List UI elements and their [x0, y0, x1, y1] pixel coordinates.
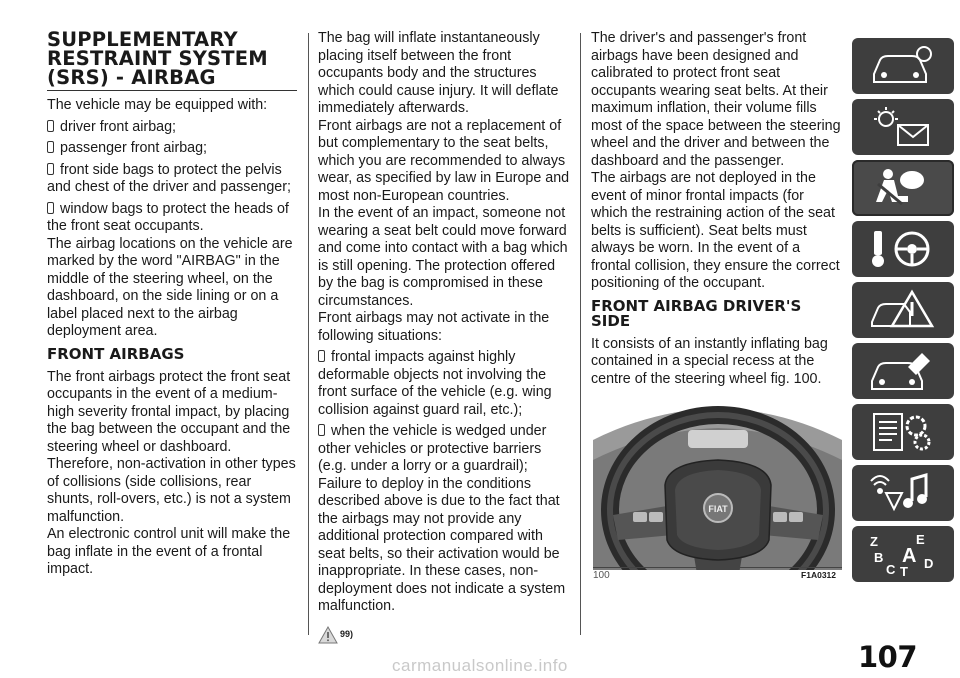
title-line: RESTRAINT SYSTEM [47, 47, 268, 70]
list-item-text: passenger front airbag; [60, 140, 208, 156]
index-letter: E [916, 532, 925, 547]
index-letter: C [886, 562, 896, 576]
emergency-warning-icon [868, 288, 938, 332]
lights-message-icon [868, 105, 938, 149]
bullet-box-icon [47, 141, 54, 153]
column-divider [580, 33, 581, 635]
bullet-box-icon [47, 163, 54, 175]
steering-wheel-figure [593, 400, 842, 570]
bullet-box-icon [318, 350, 325, 362]
paragraph: Therefore, non-activation in other types of collisions (side collisions, rear shunts, roll-overs, etc.) is not a system malfunction. [47, 456, 296, 525]
paragraph: It consists of an instantly inflating bag contained in a special recess at the centre of the steering wheel fig. 100. [591, 335, 828, 387]
key-steering-icon [868, 227, 938, 271]
heading-line: FRONT AIRBAG DRIVER'S [591, 296, 802, 315]
paragraph: The bag will inflate instantaneously placing itself between the front occupants body and the structures which could cause injury. It will deflate immediately afterwards. [318, 30, 559, 116]
tab-maintenance[interactable] [852, 343, 954, 399]
index-letter: T [900, 564, 908, 576]
list-item-text: driver front airbag; [60, 118, 177, 135]
tab-safety[interactable] [852, 160, 954, 216]
paragraph: The driver's and passenger's front airbags have been designed and calibrated to protect front seat occupants wearing seat belts. At their maximum inflation, their volume fills most of the space between the steering wheel and the driver and between the dashboard and the passenger. [591, 30, 841, 169]
tab-index[interactable] [852, 526, 954, 582]
car-dashboard-icon [868, 44, 938, 88]
paragraph: Front airbags are not a replacement of but complementary to the seat belts, which you are recommended to always wear, as specified by law in Europe and most non-European countries. [318, 117, 570, 204]
section-heading: FRONT AIRBAGS [47, 344, 185, 363]
title-line: SUPPLEMENTARY [47, 28, 238, 51]
index-icon [868, 532, 938, 576]
column-1 [47, 30, 297, 579]
paragraph: Front airbags may not activate in the following situations: [318, 310, 550, 344]
paragraph: An electronic control unit will make the bag inflate in the event of a frontal impact. [47, 526, 291, 577]
bullet-box-icon [47, 202, 54, 214]
intro-text: The vehicle may be equipped with: [47, 97, 268, 113]
figure-code: F1A0312 [801, 570, 836, 580]
airbag-safety-icon [868, 166, 938, 210]
tab-starting-driving[interactable] [852, 221, 954, 277]
list-item [47, 162, 297, 197]
column-divider [308, 33, 309, 635]
page-number: 107 [858, 640, 918, 674]
index-letter: B [874, 550, 884, 565]
fiat-logo: FIAT [708, 504, 728, 514]
list-item [47, 119, 297, 137]
figure-caption [593, 567, 842, 581]
warning-reference [318, 622, 572, 644]
column-3 [591, 30, 843, 388]
title-line: (SRS) - AIRBAG [47, 66, 216, 89]
list-item-text: window bags to protect the heads of the front seat occupants. [47, 200, 289, 234]
list-item [47, 201, 297, 236]
multimedia-icon [868, 471, 938, 515]
list-item [318, 349, 572, 419]
warning-triangle-icon [318, 626, 338, 644]
paragraph: The airbag locations on the vehicle are marked by the word "AIRBAG" in the middle of the steering wheel, on the dashboard, on the side lining or on a label placed next to the airbag deployment area. [47, 235, 293, 339]
list-item [47, 140, 297, 158]
list-item-text: front side bags to protect the pelvis and chest of the driver and passenger; [47, 161, 291, 195]
index-letter: A [902, 545, 917, 567]
bullet-box-icon [318, 424, 325, 436]
paragraph: The front airbags protect the front seat occupants in the event of a medium-high severity frontal impact, by placing the bag between the occupant and the steering wheel or dashboard. [47, 368, 291, 455]
watermark-text: carmanualsonline.info [392, 656, 568, 675]
paragraph: In the event of an impact, someone not wearing a seat belt could move forward and come into contact with a bag which is still opening. The protection offered by the bag is compromised in these circumstances. [318, 205, 568, 309]
car-maintenance-icon [868, 349, 938, 393]
tab-emergency[interactable] [852, 282, 954, 338]
section-heading [591, 296, 843, 330]
tab-multimedia[interactable] [852, 465, 954, 521]
tab-dashboard[interactable] [852, 38, 954, 94]
list-item-text: frontal impacts against highly deformable objects not involving the front surface of the vehicle (e.g. wing collision against guard rail, etc.); [318, 349, 552, 418]
paragraph: The airbags are not deployed in the event of minor frontal impacts (for which the restraining action of the seat belts is sufficient). Seat belts must always be worn. In the event of a frontal collision, they ensure the correct positioning of the occupant. [591, 170, 840, 291]
figure-number: 100 [593, 570, 610, 581]
technical-data-icon [868, 410, 938, 454]
heading-line: SIDE [591, 311, 631, 330]
column-2 [318, 30, 572, 644]
list-item [318, 423, 572, 616]
warning-ref-text: 99) [340, 629, 354, 639]
tab-technical-data[interactable] [852, 404, 954, 460]
index-letter: Z [870, 534, 878, 549]
index-letter: D [924, 556, 934, 571]
section-title [47, 30, 297, 91]
list-item-text: when the vehicle is wedged under other vehicles or protective barriers (e.g. under a lorry or a guardrail); Failure to deploy in the conditions described above is due to the fact that the airbags may not provide any additional protection compared with seat belts, so their activation would be inappropriate. In these cases, non-deployment does not indicate a system malfunction. [318, 423, 566, 614]
steering-wheel-illustration [593, 400, 842, 570]
chapter-sidebar [852, 38, 954, 587]
bullet-box-icon [47, 120, 54, 132]
tab-lights-messages[interactable] [852, 99, 954, 155]
